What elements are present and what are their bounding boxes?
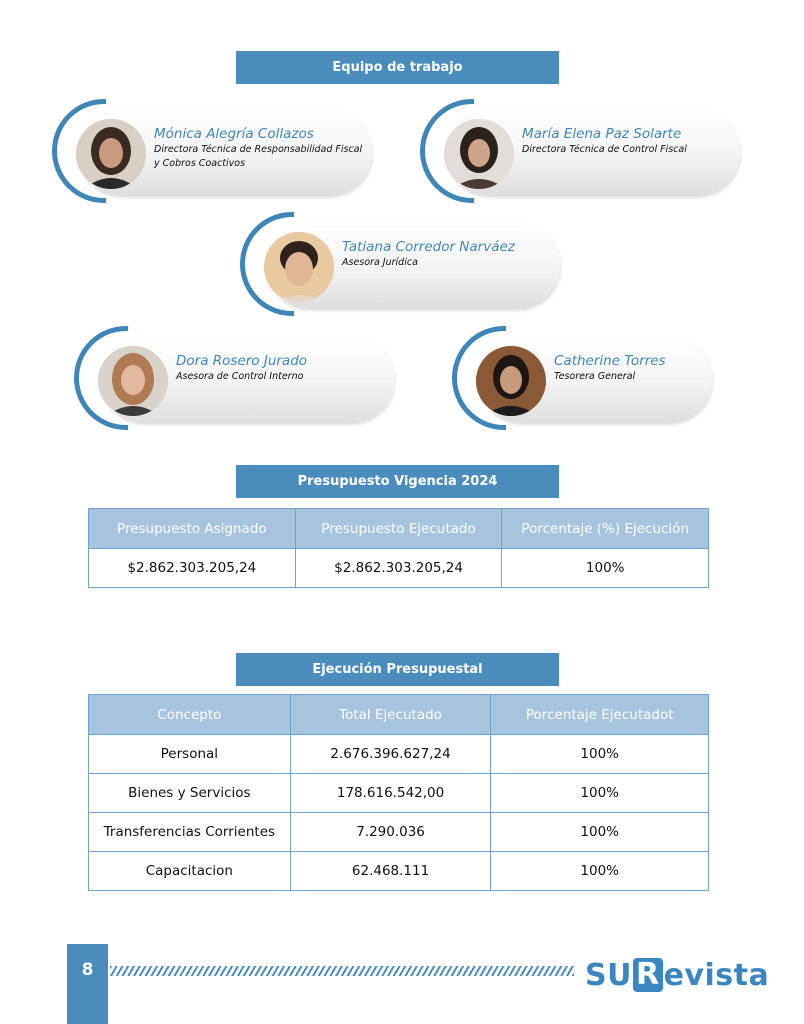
member-role: Asesora de Control Interno (176, 371, 304, 382)
table-cell: 100% (491, 813, 709, 852)
logo-prefix: SU (585, 957, 632, 993)
member-name: Tatiana Corredor Narváez (342, 239, 515, 255)
member-role: Asesora Jurídica (342, 257, 418, 268)
page-number: 8 (67, 944, 108, 1024)
table-cell: 100% (491, 774, 709, 813)
member-name: Catherine Torres (554, 353, 666, 369)
table-cell: Bienes y Servicios (89, 774, 291, 813)
team-section-title: Equipo de trabajo (236, 51, 559, 84)
column-header: Total Ejecutado (290, 695, 491, 735)
team-card-dora (74, 326, 394, 436)
table-row (89, 774, 709, 813)
surevista-logo (585, 955, 769, 995)
member-photo (98, 346, 168, 416)
table-header-row (89, 695, 709, 735)
table-cell: Transferencias Corrientes (89, 813, 291, 852)
table-row (89, 852, 709, 891)
member-name: Mónica Alegría Collazos (154, 126, 314, 142)
member-role: Directora Técnica de Responsabilidad Fiscal y Cobros Coactivos (154, 144, 363, 169)
table-row (89, 735, 709, 774)
table-cell: 100% (491, 735, 709, 774)
budget-section-title: Presupuesto Vigencia 2024 (236, 465, 559, 498)
team-card-monica (52, 99, 372, 209)
member-role: Directora Técnica de Control Fiscal (522, 144, 687, 155)
team-card-maria-elena (420, 99, 740, 209)
member-photo (476, 346, 546, 416)
table-cell: $2.862.303.205,24 (89, 549, 296, 588)
member-name: María Elena Paz Solarte (522, 126, 682, 142)
column-header: Porcentaje (%) Ejecución (502, 509, 709, 549)
execution-section-title: Ejecución Presupuestal (236, 653, 559, 686)
logo-suffix: evista (663, 957, 770, 993)
column-header: Concepto (89, 695, 291, 735)
member-role: Tesorera General (554, 371, 636, 382)
table-cell: 100% (502, 549, 709, 588)
budget-table (88, 508, 709, 588)
footer-divider (110, 966, 574, 976)
table-cell: 2.676.396.627,24 (290, 735, 491, 774)
table-row (89, 813, 709, 852)
execution-table (88, 694, 709, 891)
table-cell: Personal (89, 735, 291, 774)
logo-mark: R (633, 958, 663, 992)
table-cell: 178.616.542,00 (290, 774, 491, 813)
table-cell: 100% (491, 852, 709, 891)
team-card-catherine (452, 326, 714, 436)
member-photo (76, 119, 146, 189)
member-photo (444, 119, 514, 189)
member-photo (264, 232, 334, 302)
column-header: Presupuesto Asignado (89, 509, 296, 549)
column-header: Presupuesto Ejecutado (295, 509, 502, 549)
table-cell: 62.468.111 (290, 852, 491, 891)
table-cell: 7.290.036 (290, 813, 491, 852)
table-cell: Capacitacion (89, 852, 291, 891)
table-header-row (89, 509, 709, 549)
table-cell: $2.862.303.205,24 (295, 549, 502, 588)
team-card-tatiana (240, 212, 560, 322)
column-header: Porcentaje Ejecutadot (491, 695, 709, 735)
member-name: Dora Rosero Jurado (176, 353, 308, 369)
table-row (89, 549, 709, 588)
